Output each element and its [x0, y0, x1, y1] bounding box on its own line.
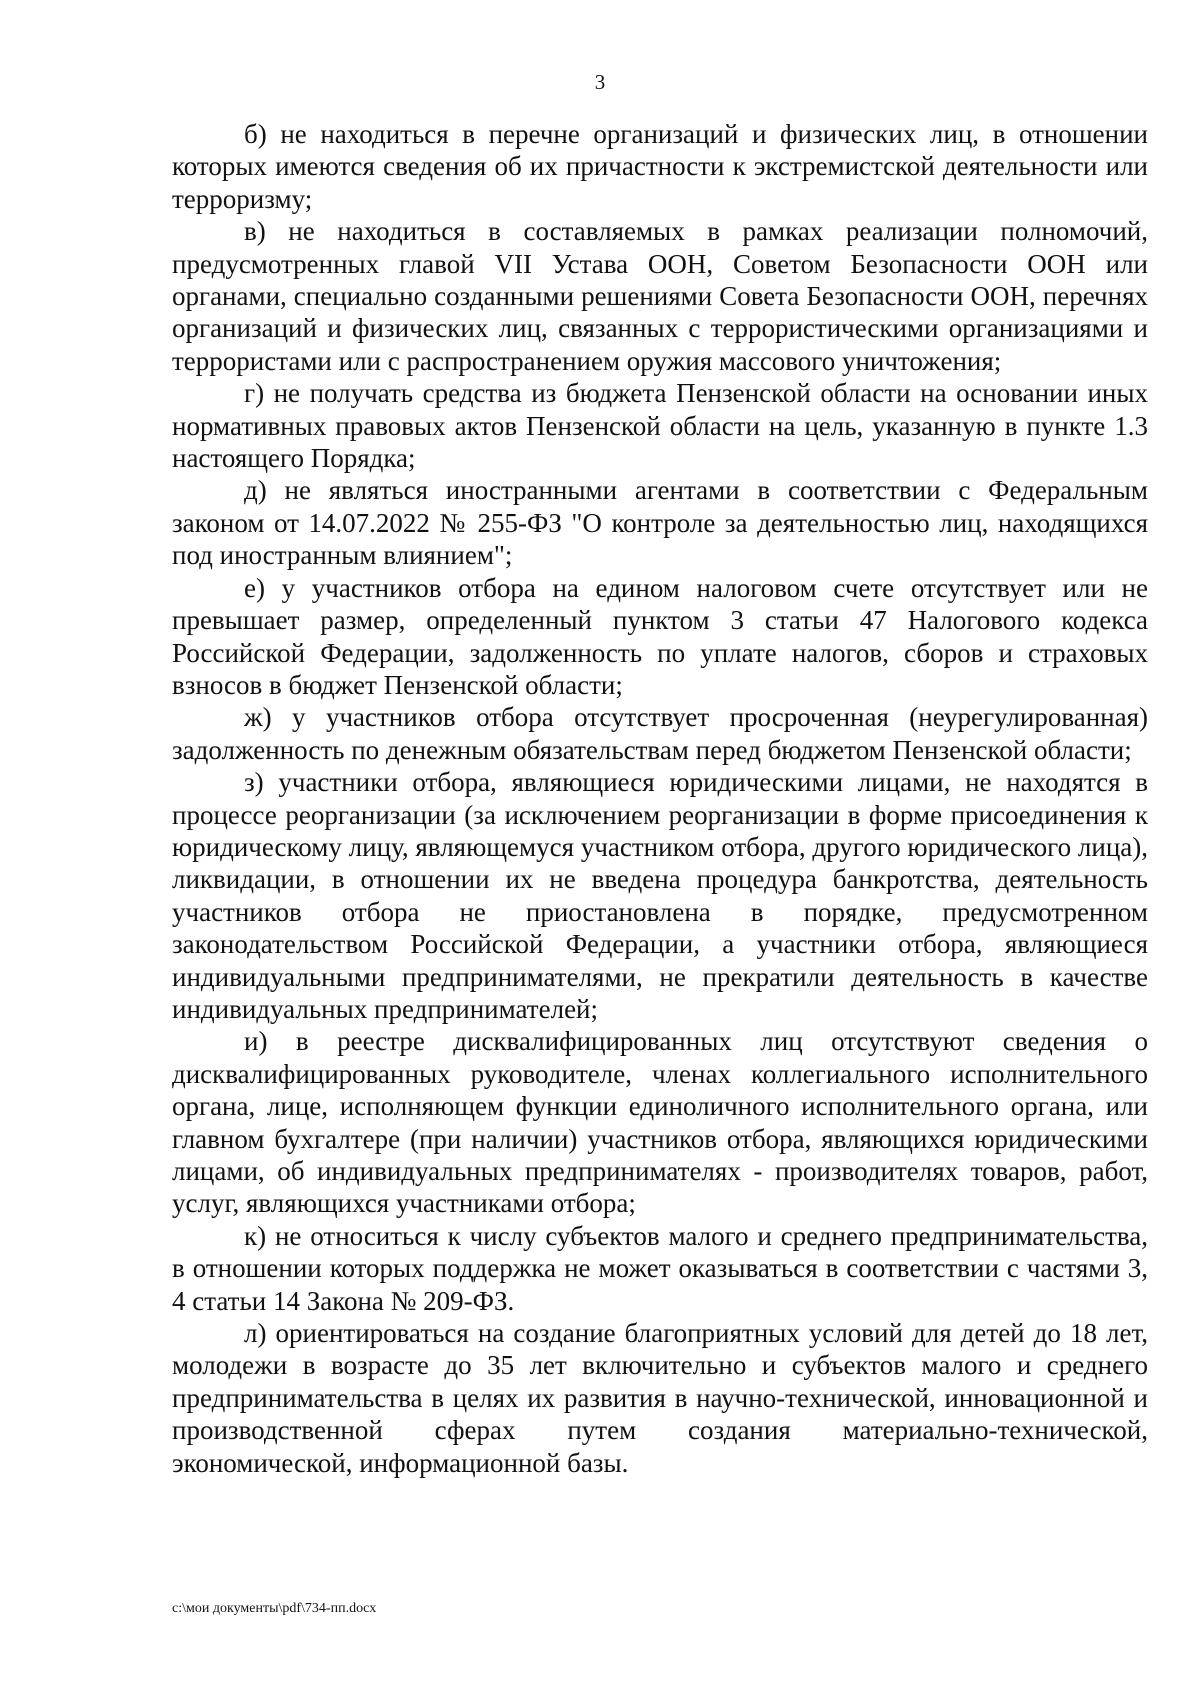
paragraph-g: г) не получать средства из бюджета Пензенской области на основании иных нормативных правовых актов Пензенской области на цель, указанную в пункте 1.3 настоящего Порядка;	[172, 378, 1148, 474]
document-body	[172, 118, 1148, 1479]
paragraph-v: в) не находиться в составляемых в рамках реализации полномочий, предусмотренных главой VII Устава ООН, Советом Безопасности ООН или органами, специально созданными решениями Совета Безопасности ООН, перечнях организаций и физических лиц, связанных с террористическими организациями и террористами или с распространением оружия массового уничтожения;	[172, 216, 1148, 376]
page-number: 3	[594, 70, 606, 94]
paragraph-k: к) не относиться к числу субъектов малого и среднего предпринимательства, в отношении которых поддержка не может оказываться в соответствии с частями 3, 4 статьи 14 Закона № 209-ФЗ.	[172, 1220, 1148, 1316]
paragraph-zh: ж) у участников отбора отсутствует просроченная (неурегулированная) задолженность по денежным обязательствам перед бюджетом Пензенской области;	[172, 702, 1148, 765]
paragraph-i: и) в реестре дисквалифицированных лиц отсутствуют сведения о дисквалифицированных руководителе, членах коллегиального исполнительного органа, лице, исполняющем функции единоличного исполнительного органа, или главном бухгалтере (при наличии) участников отбора, являющихся юридическими лицами, об индивидуальных предпринимателях - производителях товаров, работ, услуг, являющихся участниками отбора;	[172, 1026, 1148, 1219]
paragraph-l: л) ориентироваться на создание благоприятных условий для детей до 18 лет, молодежи в возрасте до 35 лет включительно и субъектов малого и среднего предпринимательства в целях их развития в научно-технической, инновационной и производственной сферах путем создания материально-технической, экономической, информационной базы.	[172, 1318, 1148, 1478]
footer-file-path: c:\мои документы\pdf\734-пп.docx	[172, 1601, 377, 1616]
paragraph-d: д) не являться иностранными агентами в соответствии с Федеральным законом от 14.07.2022 № 255-ФЗ "О контроле за деятельностью лиц, находящихся под иностранным влиянием";	[172, 475, 1148, 571]
paragraph-b: б) не находиться в перечне организаций и физических лиц, в отношении которых имеются сведения об их причастности к экстремистской деятельности или терроризму;	[172, 119, 1148, 214]
paragraph-e: е) у участников отбора на едином налоговом счете отсутствует или не превышает размер, определенный пунктом 3 статьи 47 Налогового кодекса Российской Федерации, задолженность по уплате налогов, сборов и страховых взносов в бюджет Пензенской области;	[172, 572, 1148, 700]
paragraph-z: з) участники отбора, являющиеся юридическими лицами, не находятся в процессе реорганизации (за исключением реорганизации в форме присоединения к юридическому лицу, являющемуся участником отбора, другого юридического лица), ликвидации, в отношении их не введена процедура банкротства, деятельность участников отбора не приостановлена в порядке, предусмотренном законодательством Российской Федерации, а участники отбора, являющиеся индивидуальными предпринимателями, не прекратили деятельность в качестве индивидуальных предпринимателей;	[172, 767, 1148, 1024]
